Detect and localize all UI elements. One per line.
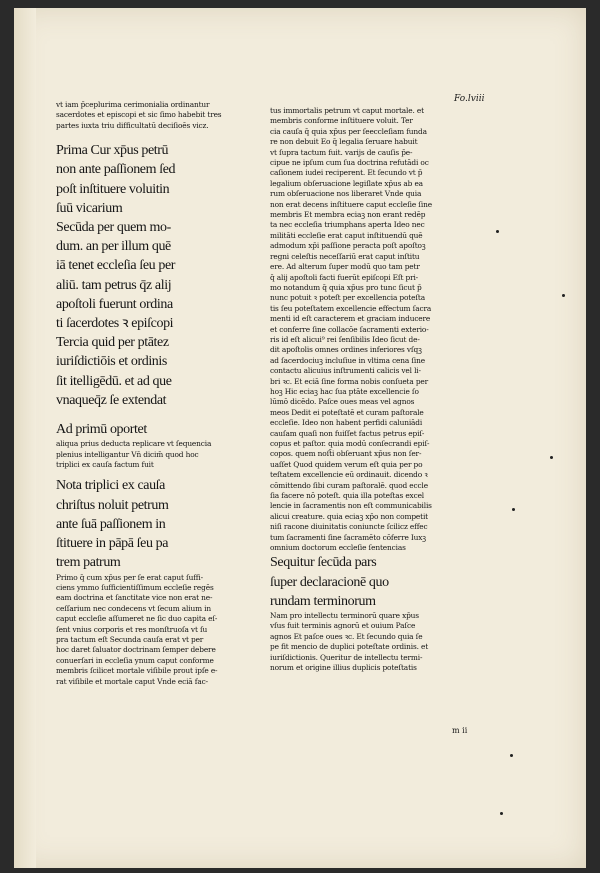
folio-number: Fo.lviii — [454, 94, 485, 104]
text-line: contactu alicuius inſtrumenti calicis vel li- — [270, 366, 421, 376]
text-line: ſuū vicarium — [56, 200, 123, 216]
text-line: hoc daret ſaluator doctrinam ſemper debere — [56, 645, 216, 655]
text-line: lencie in ſacramentis non eſt communicabilis — [270, 501, 432, 511]
ink-speck — [512, 508, 515, 511]
right-body-block-1 — [270, 106, 482, 553]
text-line: eam doctrina et ſanctitate vice non erat ne- — [56, 593, 213, 603]
ink-speck — [496, 230, 499, 233]
text-line: uaſſet Quod quidem verum eſt quia per po — [270, 459, 423, 469]
text-line: copos. quem noſt̄i obſeruant xp̄us non ſer- — [270, 449, 422, 459]
text-line: alicui creature. quia eciaꝫ xp̄o non competit — [270, 511, 428, 521]
text-line: vſus fuit terminis agnorū et ouium Paſce — [270, 621, 416, 631]
text-line: eccleſie. Ideo non habent perfidi caluniādi — [270, 418, 423, 428]
text-line: menti id eſt caracterem et graciam inducere — [270, 314, 431, 324]
text-line: apoſtoli fuerunt ordina — [56, 296, 173, 312]
text-line: non erat decens inſtituere caput eccleſie ſine — [270, 199, 432, 209]
text-line: dit apoſtolis omnes ordines inferiores vſqꝫ — [270, 345, 422, 355]
text-line: caſionem iudei reciperent. Et ſecundo vt p̄ — [270, 168, 423, 178]
text-line: Primo q̄ cum xp̄us per ſe erat caput ſuffi- — [56, 572, 203, 582]
text-line: membris conforme inſtituere voluit. Ter — [270, 116, 413, 126]
text-line: Prima Cur xp̄us petrū — [56, 143, 169, 159]
right-column — [270, 106, 482, 674]
part-three-block — [270, 553, 482, 611]
text-line: re non debuit Eo q̄ legalia ſeruare habuit — [270, 137, 418, 147]
text-line: ſia facere nō poteſt. quia illa poteſtas excel — [270, 491, 425, 501]
left-body-block — [56, 573, 266, 687]
text-line: rat viſibile et mortale caput Vnde eciā fac- — [56, 676, 208, 686]
text-line: non ante paſſionem ſed — [56, 162, 176, 178]
right-body-block-2 — [270, 611, 482, 673]
text-line: rum obſeruacione nos liberaret Vnde quia — [270, 189, 422, 199]
text-line: partes iuxta triu difficultatū deciſioēs vicz. — [56, 120, 209, 130]
text-line: admodum xp̄i paſſione peracta poſt apoſtoꝫ — [270, 241, 426, 251]
text-line: ciens ymmo ſufficientiſſimum eccleſie regēs — [56, 582, 214, 592]
text-line: aliqua prius deducta replicare vt ſequencia — [56, 439, 212, 449]
text-line: teſtatem excellencie eū ordinauit. dicendo ꝛ — [270, 470, 428, 480]
text-line: ante ſuā paſſionem in — [56, 516, 166, 532]
ink-speck — [510, 754, 513, 757]
text-line: q̄ alij apoſtoli facti fuerūt epiſcopi Eſt pri- — [270, 272, 419, 282]
text-line: meos Dedit ei poteſtatē et curam paſtorale — [270, 407, 424, 417]
text-line: ſent vnius corporis et res monſtruoſa vt ſu — [56, 624, 208, 634]
manuscript-page — [14, 8, 586, 868]
text-line: trem patrum — [56, 555, 121, 571]
text-line: ceſſarium nec condecens vt ſecum alium in — [56, 603, 211, 613]
text-line: iuriſdictionis. Queritur de intellectu termi- — [270, 652, 423, 662]
text-line: Nota triplici ex cauſa — [56, 478, 165, 494]
text-line: membris Et membra eciaꝫ non erant redēp — [270, 210, 426, 220]
text-line: Sequitur ſecūda pars — [270, 555, 377, 571]
text-line: ta nec eccleſia triumphans aperta Ideo nec — [270, 220, 425, 230]
text-line: conuerſari in eccleſia ynum caput conforme — [56, 655, 214, 665]
text-line: copus et paſtor. quia modū conſecrandi epiſ- — [270, 439, 430, 448]
ink-speck — [500, 812, 503, 815]
text-line: caput eccleſie aſſumeret ne ſic duo capita eſ- — [56, 614, 218, 624]
text-line: cōmittendo ſibi curam paſtoralē. quod eccle — [270, 480, 428, 490]
ink-speck — [550, 456, 553, 459]
text-line: ad ſacerdociuꝫ incluſiue in vltima cena ſine — [270, 355, 425, 365]
text-line: ſtituere in pāpā ſeu pa — [56, 536, 169, 552]
text-line: vt iam p̄ceplurima cerimonialia ordinantur — [56, 100, 210, 109]
text-line: agnos Et paſce oues ꝛc. Et ſecundo quia ſe — [270, 631, 423, 641]
text-line: niſi racone diuinitatis coniuncte ſcilicz effec — [270, 522, 428, 532]
text-line: cipue ne ipſum cum ſua doctrina refutādi oc — [270, 158, 429, 168]
text-line: tus immortalis petrum vt caput mortale. et — [270, 106, 424, 115]
ink-speck — [562, 294, 565, 297]
text-line: tis ſeu poteſtatem excellencie effectum ſacra — [270, 303, 432, 313]
signature-mark: m ii — [452, 726, 468, 735]
text-line: cauſam quaſi non fuiſſet factus petrus epiſ- — [270, 428, 425, 438]
text-line: ti ſacerdotes ꝛ epiſcopi — [56, 316, 174, 332]
text-line: mo notandum q̄ quia xp̄us pro tunc ſicut p̄ — [270, 282, 422, 292]
ad-primum-heading-block — [56, 420, 266, 439]
text-line: legalium obſeruacione legiſlate xp̄us ab ea — [270, 178, 423, 188]
intro-block — [56, 100, 266, 131]
text-line: ris id eſt alicui⁹ rei ſenſibilis Ideo ſicut de- — [270, 334, 420, 344]
text-line: pe fit mencio de duplici poteſtate ordinis. et — [270, 642, 429, 652]
text-line: chriſtus noluit petrum — [56, 497, 169, 513]
ad-primum-text — [56, 439, 266, 470]
text-line: plenius intelligantur Vn̄ dicim̄ quod hoc — [56, 449, 199, 459]
text-line: rundam terminorum — [270, 593, 376, 609]
text-line: vt ſupra tactum fuit. varijs de cauſis p̄e- — [270, 147, 413, 157]
text-line: hoꝫ Hic eciaꝫ hac ſua ptāte excellencie ſo — [270, 386, 419, 396]
text-line: omnium doctorum eccleſie ſentencias — [270, 543, 406, 553]
text-line: et conferre ſine collacōe ſacramenti exterio- — [270, 324, 429, 334]
left-column — [56, 100, 266, 687]
text-line: bri ꝛc. Et eciā ſine forma nobis conſueta per — [270, 376, 429, 386]
text-line: cia cauſa q̄ quia xp̄us per ſeeccleſiam funda — [270, 126, 427, 136]
page-gutter — [14, 8, 36, 868]
text-line: Tercia quid per ptātez — [56, 335, 169, 351]
text-line: Secūda per quem mo- — [56, 220, 171, 236]
text-line: lūmō dicēdo. Paſce oues meas vel agnos — [270, 397, 415, 407]
text-line: regni celeſtis neceſſariū erat caput inſtitu — [270, 251, 420, 261]
text-line: aliū. tam petrus q̄z alij — [56, 277, 172, 293]
text-line: militāti eccleſie erat caput inſtituendū quē — [270, 230, 423, 240]
text-line: sacerdotes et episcopi et sic ſimo habebit tres — [56, 110, 222, 120]
text-line: vnaqueq̄z ſe extendat — [56, 392, 167, 408]
text-line: ſit itelligēdū. et ad que — [56, 373, 172, 389]
ad-primum-heading: Ad primū oportet — [56, 422, 147, 438]
text-line: dum. an per illum quē — [56, 239, 171, 255]
text-line: membris ſcilicet mortale viſibile prout ipſe e- — [56, 666, 218, 676]
text-line: iuriſdictiōis et ordinis — [56, 354, 167, 370]
text-line: Nam pro intellectu terminorū quare xp̄us — [270, 611, 419, 621]
text-line: iā tenet eccleſia ſeu per — [56, 258, 176, 274]
text-line: pra tactum eſt Secunda cauſa erat vt per — [56, 634, 204, 644]
part-two-block — [56, 476, 266, 572]
text-line: nunc potuit ꝛ poteſt per excellencia poteſta — [270, 293, 425, 303]
text-line: poſt inſtituere voluitin — [56, 181, 170, 197]
text-line: norum et origine illius duplicis poteſtatis — [270, 663, 417, 673]
text-line: tum ſacramenti ſine ſacramēto cōferre Iuxꝫ — [270, 532, 426, 542]
text-line: triplici ex cauſa factum fuit — [56, 460, 154, 470]
part-one-block — [56, 141, 266, 410]
text-line: ſuper declaracionē quo — [270, 574, 389, 590]
text-line: ere. Ad alterum ſuper modū quo tam petr — [270, 262, 420, 272]
